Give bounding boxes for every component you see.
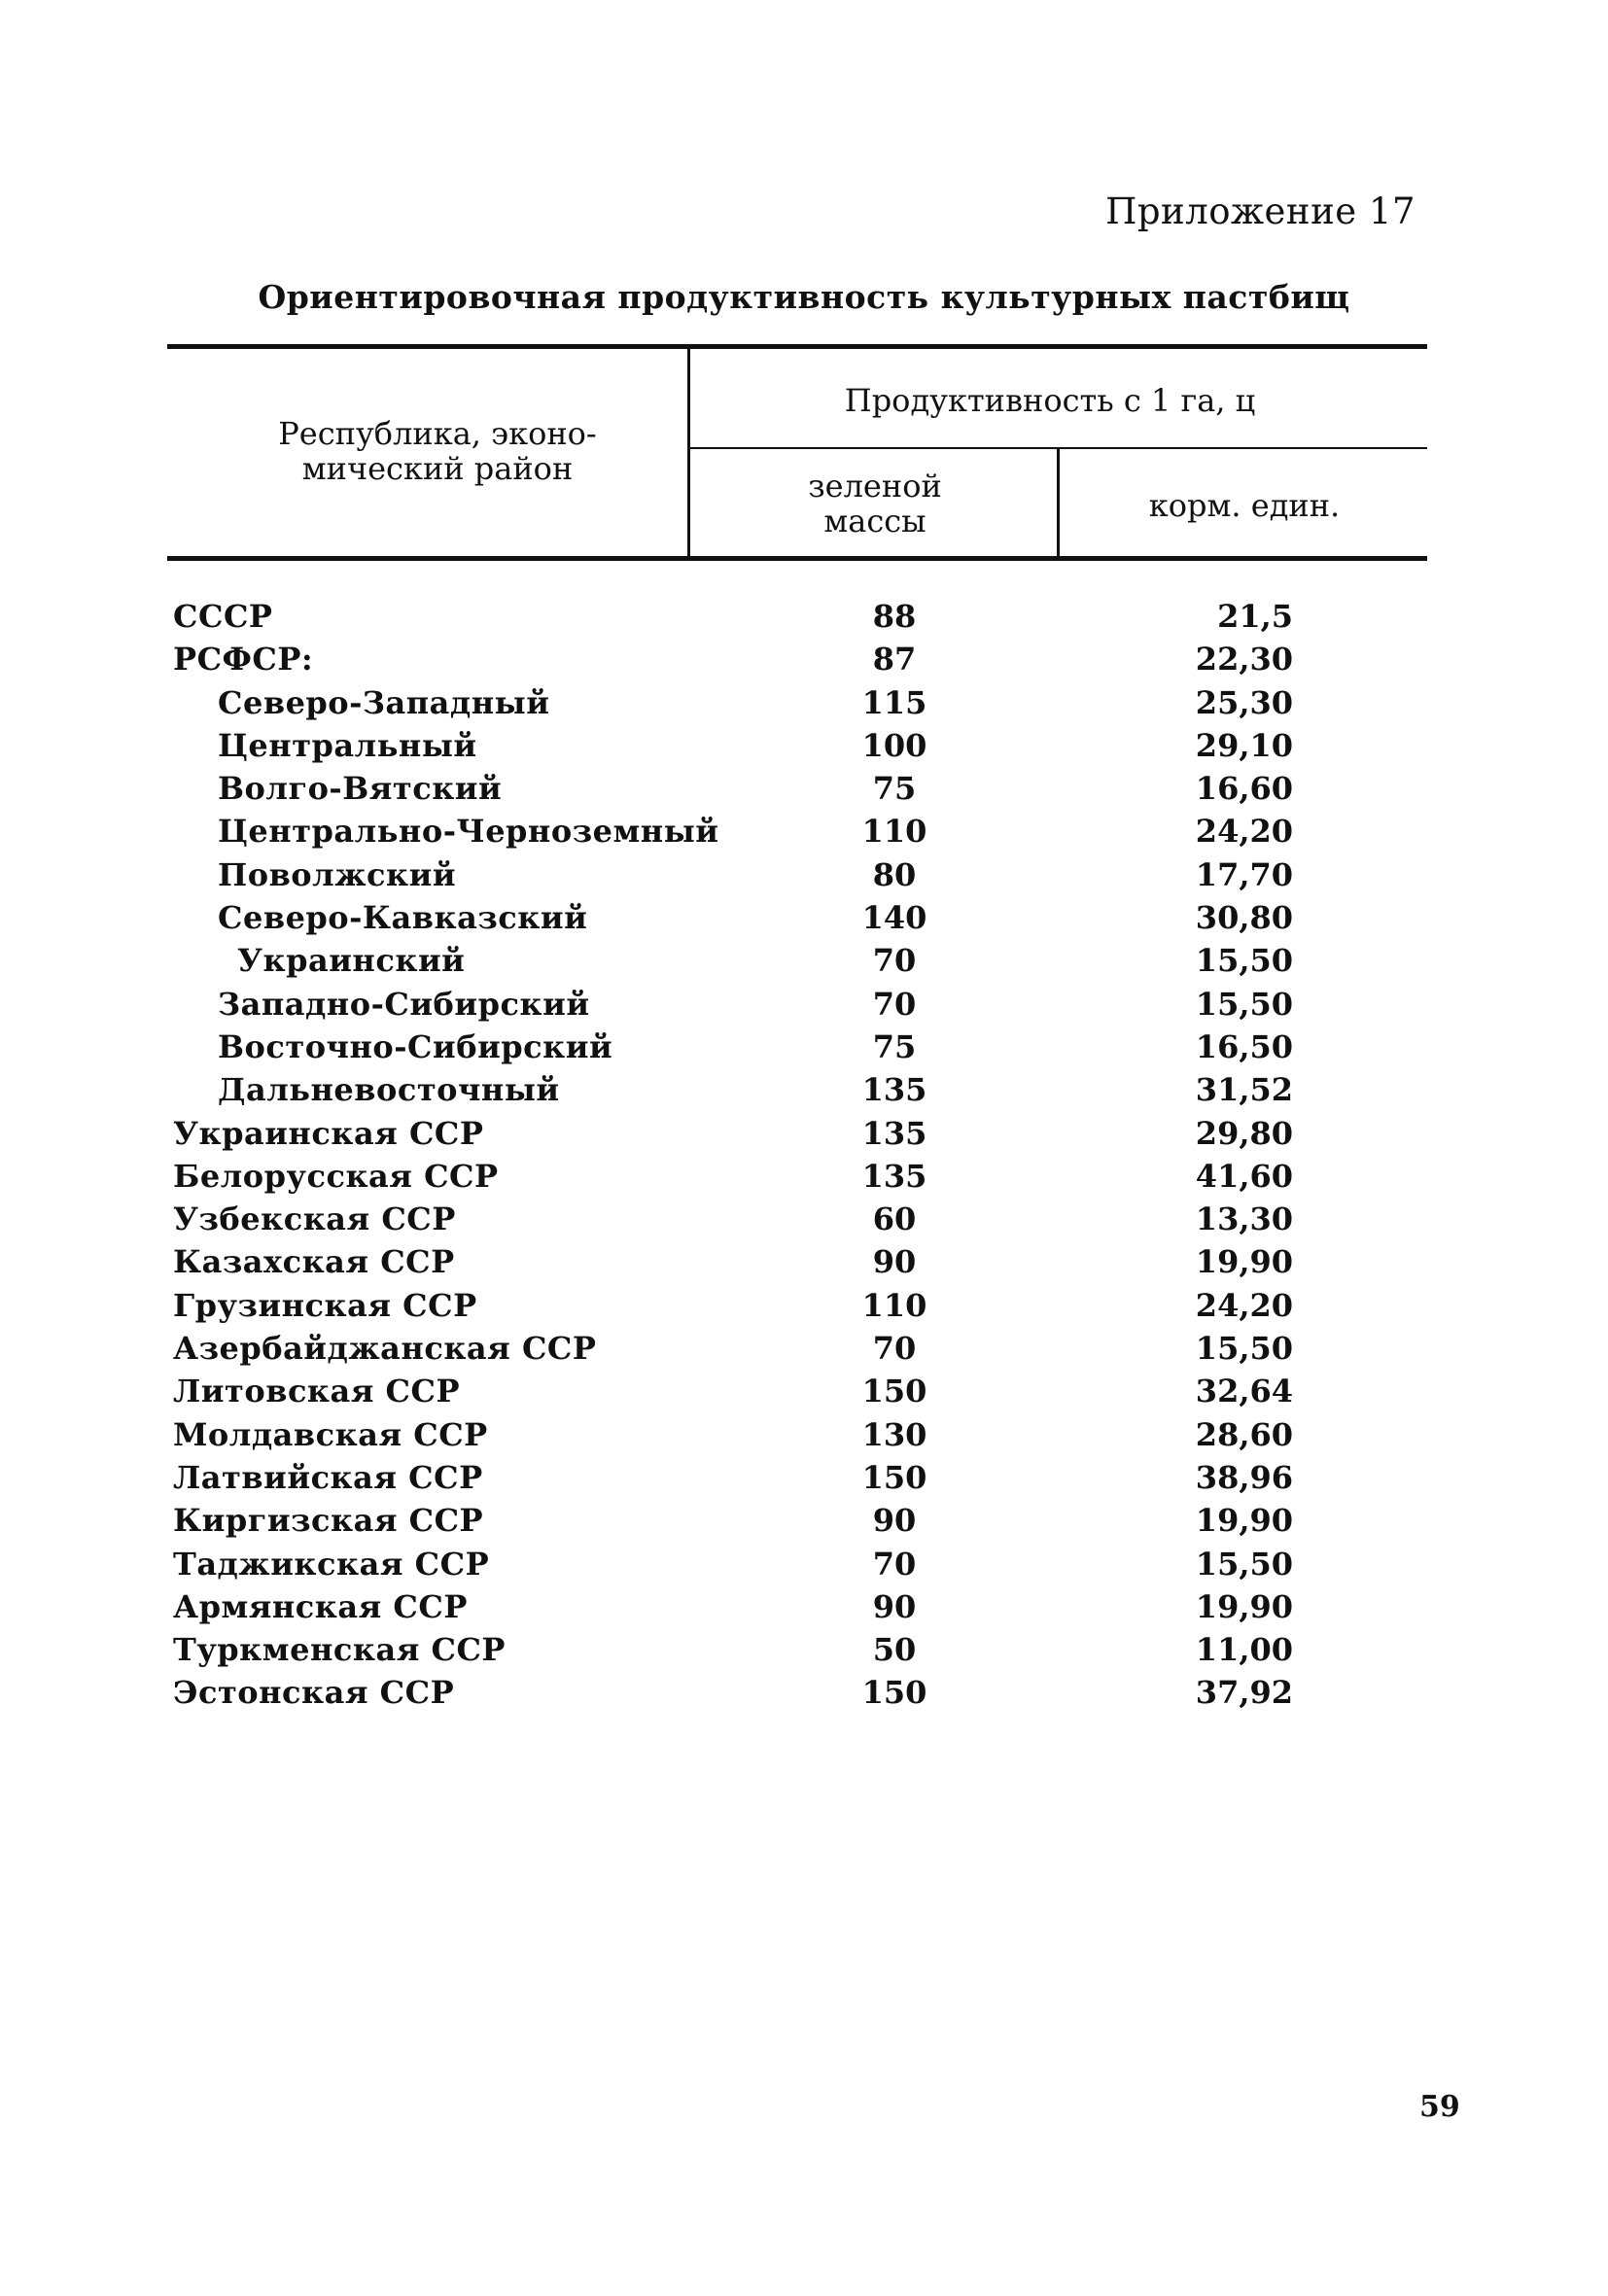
- table-row: [0, 1671, 1608, 1714]
- row-green-mass: 135: [861, 1157, 927, 1195]
- row-feed-units: 16,50: [1195, 1027, 1293, 1065]
- table-row: [0, 1198, 1608, 1240]
- row-feed-units: 19,90: [1195, 1243, 1293, 1281]
- row-green-mass: 100: [861, 726, 927, 764]
- row-name: Эстонская ССР: [173, 1674, 455, 1712]
- row-green-mass: 50: [872, 1631, 917, 1669]
- row-feed-units: 25,30: [1195, 683, 1293, 721]
- header-green-line-1: зеленой: [808, 468, 942, 504]
- header-feed-units: корм. един.: [1148, 487, 1341, 524]
- row-name: Белорусская ССР: [173, 1157, 499, 1195]
- top-rule: [167, 344, 1427, 349]
- row-green-mass: 70: [872, 1545, 917, 1583]
- table-row: [0, 681, 1608, 724]
- row-green-mass: 110: [861, 813, 927, 851]
- table-row: [0, 1456, 1608, 1499]
- row-green-mass: 70: [872, 942, 917, 980]
- row-feed-units: 29,80: [1195, 1114, 1293, 1152]
- row-green-mass: 150: [861, 1373, 927, 1410]
- row-green-mass: 90: [872, 1243, 917, 1281]
- row-feed-units: 30,80: [1195, 899, 1293, 937]
- row-name: Западно-Сибирский: [218, 985, 590, 1023]
- table-row: [0, 896, 1608, 939]
- row-feed-units: 16,60: [1195, 770, 1293, 808]
- table-row: [0, 1413, 1608, 1456]
- row-name: Литовская ССР: [173, 1373, 461, 1410]
- row-feed-units: 21,5: [1217, 598, 1293, 635]
- table-row: [0, 638, 1608, 680]
- table-row: [0, 810, 1608, 852]
- header-bottom-rule: [167, 556, 1427, 561]
- subheader-divider: [1057, 449, 1060, 556]
- row-feed-units: 15,50: [1195, 985, 1293, 1023]
- header-productivity: Продуктивность с 1 га, ц: [844, 382, 1256, 419]
- row-feed-units: 22,30: [1195, 641, 1293, 678]
- table-row: [0, 1499, 1608, 1542]
- row-name: Грузинская ССР: [173, 1286, 477, 1324]
- table-row: [0, 1155, 1608, 1198]
- row-name: Украинский: [237, 942, 466, 980]
- table-row: [0, 1026, 1608, 1068]
- row-green-mass: 140: [861, 899, 927, 937]
- row-feed-units: 41,60: [1195, 1157, 1293, 1195]
- table-row: [0, 939, 1608, 982]
- row-green-mass: 135: [861, 1071, 927, 1109]
- row-green-mass: 88: [872, 598, 917, 635]
- row-feed-units: 13,30: [1195, 1200, 1293, 1238]
- row-feed-units: 29,10: [1195, 726, 1293, 764]
- header-green-mass: [768, 469, 982, 539]
- row-name: Армянская ССР: [173, 1587, 468, 1625]
- row-green-mass: 60: [872, 1200, 917, 1238]
- row-name: СССР: [173, 598, 273, 635]
- table-row: [0, 1370, 1608, 1412]
- row-feed-units: 24,20: [1195, 813, 1293, 851]
- header-region-line-2: мический район: [301, 450, 574, 487]
- header-divider: [687, 348, 690, 556]
- header-green-line-2: массы: [823, 503, 926, 539]
- row-name: Украинская ССР: [173, 1114, 484, 1152]
- row-name: Казахская ССР: [173, 1243, 455, 1281]
- row-green-mass: 80: [872, 855, 917, 893]
- row-green-mass: 135: [861, 1114, 927, 1152]
- row-green-mass: 87: [872, 641, 917, 678]
- row-green-mass: 110: [861, 1286, 927, 1324]
- row-green-mass: 70: [872, 985, 917, 1023]
- row-green-mass: 90: [872, 1587, 917, 1625]
- table-row: [0, 767, 1608, 810]
- table-row: [0, 1327, 1608, 1370]
- row-name: Киргизская ССР: [173, 1502, 484, 1540]
- row-feed-units: 19,90: [1195, 1502, 1293, 1540]
- row-name: Дальневосточный: [218, 1071, 560, 1109]
- row-feed-units: 31,52: [1195, 1071, 1293, 1109]
- appendix-label: Приложение 17: [1105, 191, 1416, 232]
- row-green-mass: 75: [872, 770, 917, 808]
- row-name: Узбекская ССР: [173, 1200, 456, 1238]
- row-name: Таджикская ССР: [173, 1545, 490, 1583]
- table-row: [0, 1068, 1608, 1111]
- row-feed-units: 15,50: [1195, 1330, 1293, 1368]
- header-region-line-1: Республика, эконо-: [278, 415, 597, 452]
- header-region: [224, 416, 651, 486]
- row-name: Центральный: [218, 726, 477, 764]
- row-name: Азербайджанская ССР: [173, 1330, 597, 1368]
- row-feed-units: 11,00: [1195, 1631, 1293, 1669]
- table-row: [0, 853, 1608, 896]
- row-name: Центрально-Черноземный: [218, 813, 719, 851]
- row-feed-units: 38,96: [1195, 1458, 1293, 1496]
- table-row: [0, 1240, 1608, 1283]
- table-row: [0, 1585, 1608, 1628]
- page-number: 59: [1419, 2090, 1460, 2124]
- table-row: [0, 1112, 1608, 1155]
- table-row: [0, 1628, 1608, 1671]
- row-feed-units: 19,90: [1195, 1587, 1293, 1625]
- row-name: Молдавская ССР: [173, 1415, 488, 1453]
- table-row: [0, 1284, 1608, 1327]
- row-name: РСФСР:: [173, 641, 314, 678]
- row-green-mass: 75: [872, 1027, 917, 1065]
- table-row: [0, 983, 1608, 1026]
- table-title: Ориентировочная продуктивность культурных пастбищ: [258, 278, 1350, 316]
- row-feed-units: 17,70: [1195, 855, 1293, 893]
- table-row: [0, 724, 1608, 767]
- row-green-mass: 90: [872, 1502, 917, 1540]
- row-name: Северо-Кавказский: [218, 899, 588, 937]
- row-feed-units: 24,20: [1195, 1286, 1293, 1324]
- table-body: [0, 595, 1608, 1715]
- table-row: [0, 595, 1608, 638]
- row-name: Северо-Западный: [218, 683, 550, 721]
- row-feed-units: 15,50: [1195, 1545, 1293, 1583]
- row-green-mass: 70: [872, 1330, 917, 1368]
- row-name: Волго-Вятский: [218, 770, 503, 808]
- row-green-mass: 115: [861, 683, 927, 721]
- row-feed-units: 37,92: [1195, 1674, 1293, 1712]
- row-name: Латвийская ССР: [173, 1458, 483, 1496]
- row-green-mass: 150: [861, 1674, 927, 1712]
- row-green-mass: 150: [861, 1458, 927, 1496]
- row-feed-units: 28,60: [1195, 1415, 1293, 1453]
- row-name: Поволжский: [218, 855, 457, 893]
- row-feed-units: 15,50: [1195, 942, 1293, 980]
- row-feed-units: 32,64: [1195, 1373, 1293, 1410]
- row-green-mass: 130: [861, 1415, 927, 1453]
- row-name: Туркменская ССР: [173, 1631, 506, 1669]
- table-row: [0, 1543, 1608, 1585]
- row-name: Восточно-Сибирский: [218, 1027, 613, 1065]
